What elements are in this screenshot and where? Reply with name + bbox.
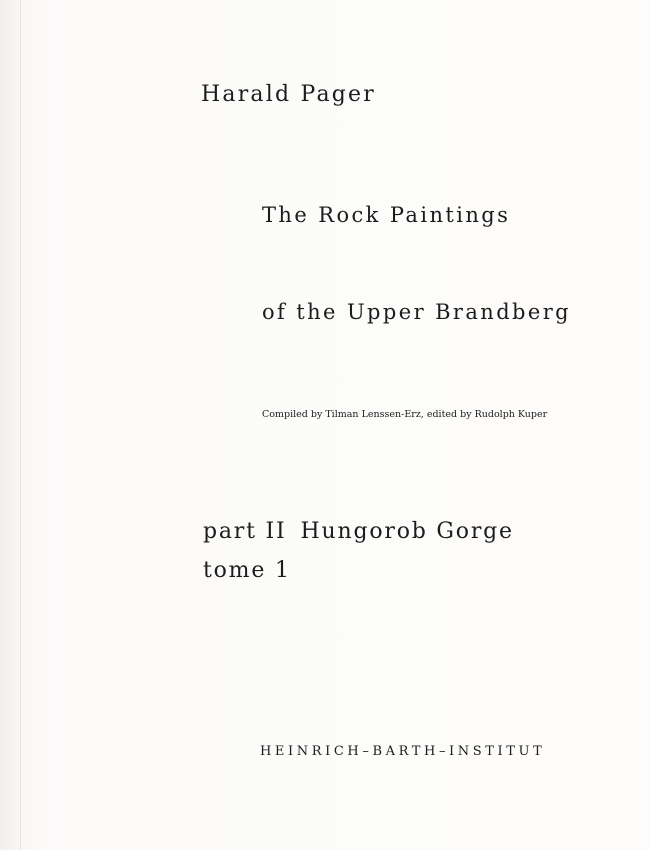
part-name: Hungorob Gorge <box>300 519 514 544</box>
author-name: Harald Pager <box>201 82 376 107</box>
title-line-1: The Rock Paintings <box>262 203 511 227</box>
credits-line: Compiled by Tilman Lenssen-Erz, edited by Rudolph Kuper <box>262 409 548 420</box>
publisher-name: HEINRICH–BARTH–INSTITUT <box>260 744 546 759</box>
part-heading <box>203 519 514 544</box>
tome-label: tome 1 <box>203 558 291 583</box>
part-label: part II <box>203 519 287 544</box>
binding-gutter <box>20 0 21 850</box>
title-line-2: of the Upper Brandberg <box>262 300 571 324</box>
